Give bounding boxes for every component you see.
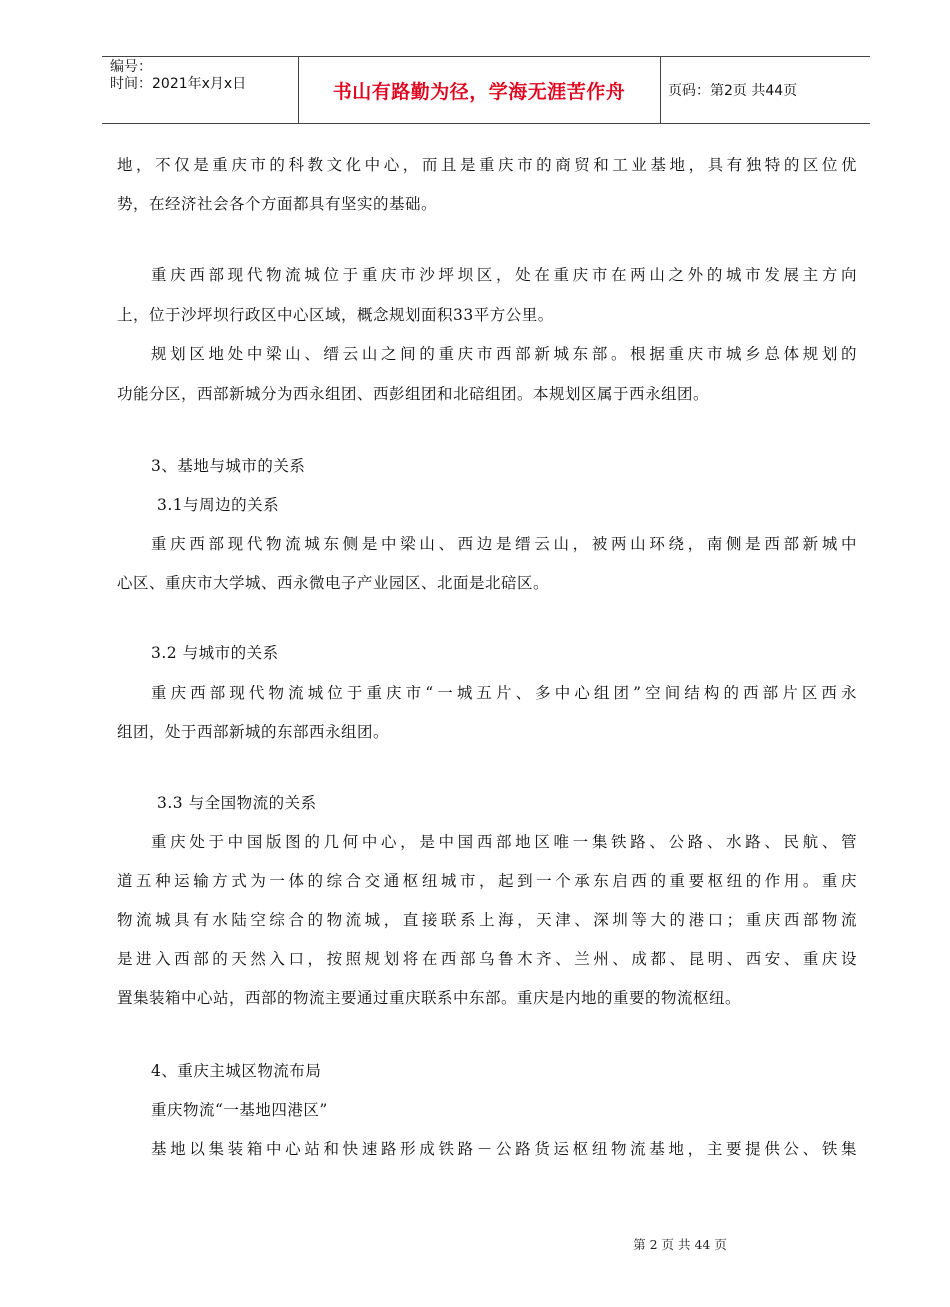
footer-page-number: 第 2 页 共 44 页	[633, 1237, 727, 1252]
body-line: 重庆西部现代物流城位于重庆市沙坪坝区，处在重庆市在两山之外的城市发展主方向	[151, 266, 857, 284]
body-line: 道五种运输方式为一体的综合交通枢纽城市，起到一个承东启西的重要枢纽的作用。重庆	[117, 872, 857, 890]
page-header	[102, 56, 870, 124]
body-line: 基地以集装箱中心站和快速路形成铁路－公路货运枢纽物流基地，主要提供公、铁集	[151, 1140, 857, 1158]
body-line: 功能分区，西部新城分为西永组团、西彭组团和北碚组团。本规划区属于西永组团。	[117, 385, 710, 403]
body-line: 心区、重庆市大学城、西永微电子产业园区、北面是北碚区。	[117, 574, 550, 592]
body-line: 是进入西部的天然入口，按照规划将在西部乌鲁木齐、兰州、成都、昆明、西安、重庆设	[117, 950, 857, 968]
body-line: 物流城具有水陆空综合的物流城，直接联系上海，天津、深圳等大的港口；重庆西部物流	[117, 911, 857, 929]
section-heading: 4、重庆主城区物流布局	[151, 1062, 322, 1080]
subsection-heading: 3.3 与全国物流的关系	[157, 794, 317, 812]
body-line: 重庆处于中国版图的几何中心，是中国西部地区唯一集铁路、公路、水路、民航、管	[151, 833, 857, 851]
subsection-heading: 3.2 与城市的关系	[151, 644, 279, 662]
body-line: 规划区地处中梁山、缙云山之间的重庆市西部新城东部。根据重庆市城乡总体规划的	[151, 345, 857, 363]
serial-label: 编号：	[110, 59, 152, 75]
header-page-number: 页码：第2页 共44页	[668, 83, 798, 99]
body-line: 地，不仅是重庆市的科教文化中心，而且是重庆市的商贸和工业基地，具有独特的区位优	[117, 156, 857, 174]
body-line: 重庆西部现代物流城东侧是中梁山、西边是缙云山，被两山环绕，南侧是西部新城中	[151, 535, 857, 553]
body-line: 重庆西部现代物流城位于重庆市“一城五片、多中心组团”空间结构的西部片区西永	[151, 684, 857, 702]
header-meta	[110, 59, 246, 93]
body-line: 上，位于沙坪坝行政区中心区域，概念规划面积33平方公里。	[117, 306, 554, 324]
body-line: 势，在经济社会各个方面都具有坚实的基础。	[117, 195, 438, 213]
section-heading: 3、基地与城市的关系	[151, 457, 306, 475]
subsection-heading: 3.1与周边的关系	[157, 496, 280, 514]
body-line: 重庆物流“一基地四港区”	[151, 1101, 328, 1119]
page-footer	[205, 1235, 950, 1253]
time-label: 时间：2021年x月x日	[110, 76, 247, 92]
body-line: 组团，处于西部新城的东部西永组团。	[117, 723, 390, 741]
body-line: 置集装箱中心站，西部的物流主要通过重庆联系中东部。重庆是内地的重要的物流枢纽。	[117, 989, 742, 1007]
header-divider	[660, 57, 661, 123]
header-motto: 书山有路勤为径，学海无涯苦作舟	[332, 80, 626, 103]
